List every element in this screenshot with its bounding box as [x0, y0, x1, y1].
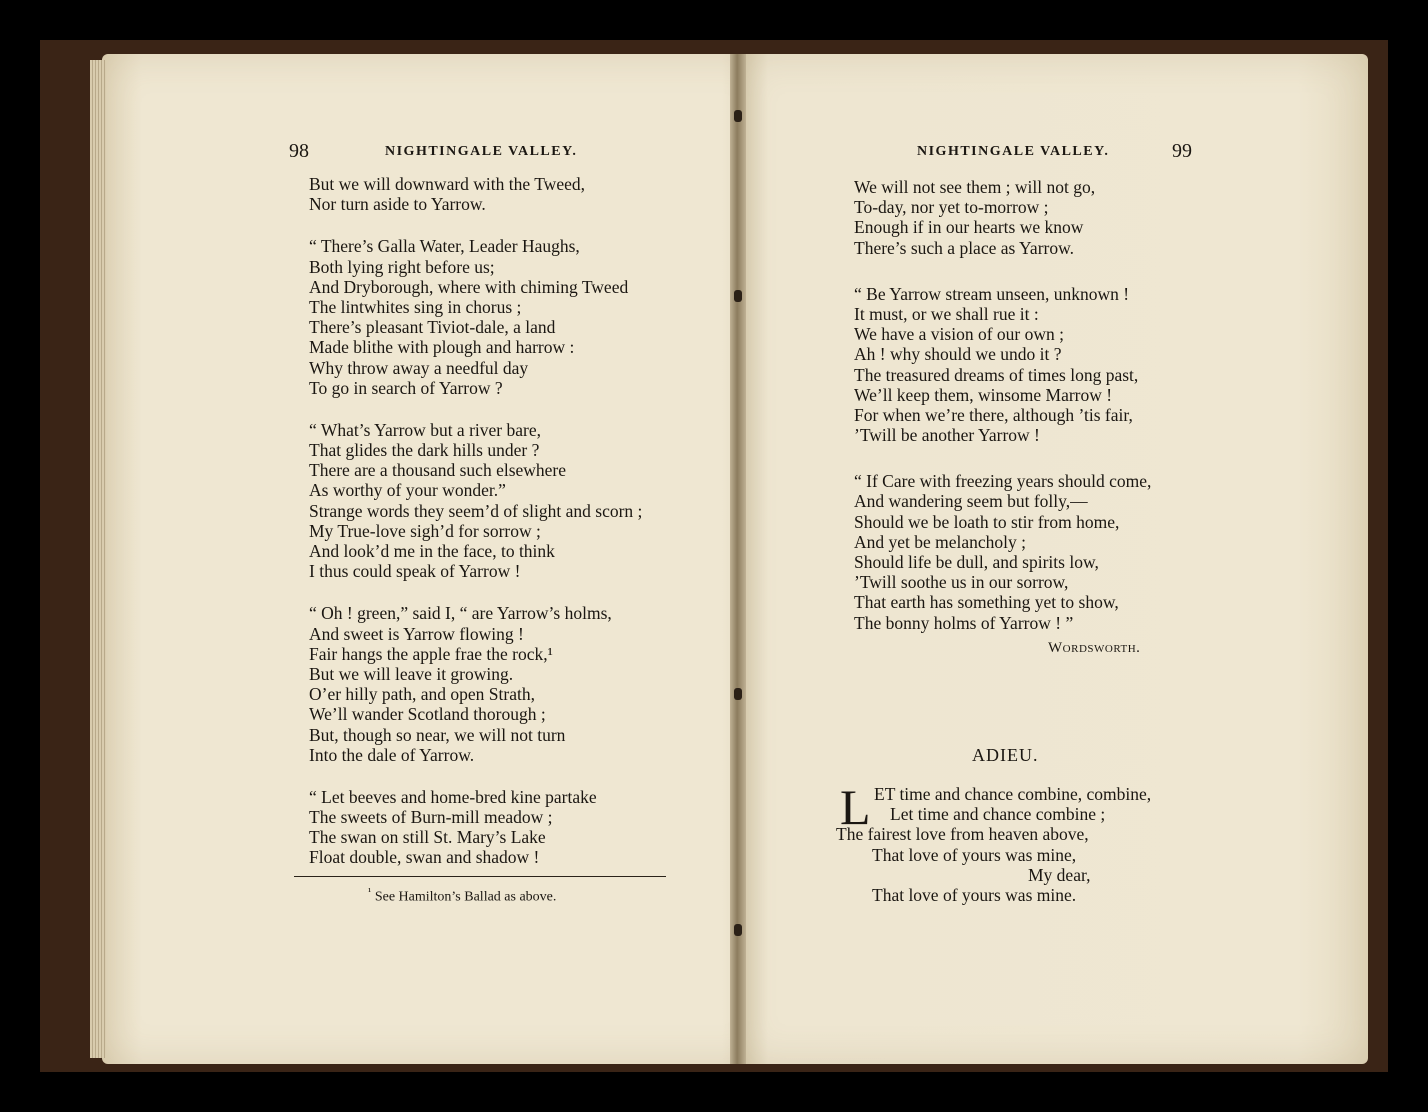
- verse-line: That glides the dark hills under ?: [309, 440, 540, 461]
- verse-line: And Dryborough, where with chiming Tweed: [309, 276, 629, 297]
- page-edges: [90, 60, 106, 1058]
- stanza-break: [309, 581, 642, 603]
- verse-line: Should we be loath to stir from home,: [854, 511, 1120, 532]
- stanza-break: [309, 214, 642, 236]
- poem-attribution: Wordsworth.: [1048, 640, 1141, 656]
- verse-line: The treasured dreams of times long past,: [854, 364, 1139, 385]
- adieu-poem: [836, 779, 1152, 905]
- verse-line: The lintwhites sing in chorus ;: [309, 296, 522, 317]
- verse-line: ’Twill be another Yarrow !: [854, 425, 1040, 446]
- verse-line: ET time and chance combine, combine,: [874, 784, 1152, 804]
- verse-line: As worthy of your wonder.”: [309, 480, 506, 501]
- page-number-left: 98: [289, 140, 309, 162]
- binding-stitch: [734, 290, 742, 302]
- verse-line: Let time and chance combine ;: [890, 804, 1106, 825]
- verse-line: “ What’s Yarrow but a river bare,: [309, 419, 541, 440]
- verse-line: Nor turn aside to Yarrow.: [309, 194, 486, 215]
- verse-line: The fairest love from heaven above,: [836, 824, 1089, 845]
- verse-line: Enough if in our hearts we know: [854, 217, 1084, 238]
- verse-line: “ Let beeves and home-bred kine partake: [309, 786, 597, 807]
- verse-line: Should life be dull, and spirits low,: [854, 552, 1099, 572]
- open-book: [40, 40, 1388, 1072]
- stanza-break: [854, 258, 1151, 284]
- poem-text-right: [854, 177, 1151, 633]
- book-gutter: [730, 54, 746, 1064]
- verse-line: There’s pleasant Tiviot-dale, a land: [309, 317, 556, 338]
- verse-line: My dear,: [1028, 864, 1091, 885]
- running-head-left: NIGHTINGALE VALLEY.: [385, 144, 578, 159]
- verse-line: “ Be Yarrow stream unseen, unknown !: [854, 283, 1130, 304]
- verse-line: We’ll wander Scotland thorough ;: [309, 704, 546, 725]
- verse-line: The bonny holms of Yarrow ! ”: [854, 612, 1074, 633]
- verse-line: Why throw away a needful day: [309, 357, 529, 378]
- footnote-text: See Hamilton’s Ballad as above.: [374, 889, 557, 905]
- verse-line: That love of yours was mine.: [872, 884, 1077, 905]
- verse-line: But we will downward with the Tweed,: [309, 174, 585, 194]
- verse-line: We have a vision of our own ;: [854, 324, 1064, 345]
- verse-line: We’ll keep them, winsome Marrow !: [854, 384, 1113, 405]
- verse-line: It must, or we shall rue it :: [854, 303, 1039, 324]
- binding-stitch: [734, 110, 742, 122]
- verse-line: To go in search of Yarrow ?: [309, 377, 503, 398]
- verse-line: Ah ! why should we undo it ?: [854, 344, 1062, 365]
- verse-line: And look’d me in the face, to think: [309, 541, 555, 561]
- verse-line: My True-love sigh’d for sorrow ;: [309, 520, 541, 541]
- verse-line: Strange words they seem’d of slight and scorn ;: [309, 500, 643, 521]
- verse-line: “ Oh ! green,” said I, “ are Yarrow’s holms,: [309, 603, 612, 624]
- binding-stitch: [734, 688, 742, 700]
- verse-line: But, though so near, we will not turn: [309, 724, 566, 745]
- verse-line: We will not see them ; will not go,: [854, 177, 1096, 197]
- verse-line: But we will leave it growing.: [309, 663, 514, 684]
- verse-line: “ There’s Galla Water, Leader Haughs,: [309, 236, 580, 257]
- verse-line: And sweet is Yarrow flowing !: [309, 623, 524, 644]
- verse-line: O’er hilly path, and open Strath,: [309, 684, 535, 705]
- verse-line: Float double, swan and shadow !: [309, 847, 540, 868]
- verse-line: “ If Care with freezing years should come,: [854, 471, 1152, 492]
- verse-line: To-day, nor yet to-morrow ;: [854, 197, 1049, 218]
- stanza-break: [309, 398, 642, 420]
- footnote-marker: ¹: [368, 886, 372, 898]
- poem-title: ADIEU.: [972, 745, 1039, 765]
- verse-line: And yet be melancholy ;: [854, 531, 1027, 552]
- stanza-break: [309, 765, 642, 787]
- verse-line: There are a thousand such elsewhere: [309, 460, 567, 481]
- verse-line: The swan on still St. Mary’s Lake: [309, 827, 546, 848]
- stanza-break: [854, 445, 1151, 471]
- verse-line: The sweets of Burn-mill meadow ;: [309, 807, 553, 828]
- page-number-right: 99: [1172, 140, 1192, 162]
- verse-line: For when we’re there, although ’tis fair,: [854, 404, 1133, 425]
- verse-line: That earth has something yet to show,: [854, 592, 1119, 613]
- verse-line: Fair hangs the apple frae the rock,¹: [309, 643, 553, 664]
- poem-text-left: [309, 174, 642, 868]
- footnote-rule: [294, 876, 666, 877]
- verse-line: ’Twill soothe us in our sorrow,: [854, 572, 1069, 593]
- verse-line: Both lying right before us;: [309, 256, 495, 277]
- verse-line: There’s such a place as Yarrow.: [854, 237, 1074, 258]
- verse-line: That love of yours was mine,: [872, 844, 1077, 865]
- drop-cap: L: [840, 779, 871, 835]
- verse-line: Into the dale of Yarrow.: [309, 744, 475, 765]
- verse-line: I thus could speak of Yarrow !: [309, 561, 521, 582]
- verse-line: Made blithe with plough and harrow :: [309, 337, 575, 358]
- verse-line: And wandering seem but folly,—: [854, 491, 1088, 512]
- binding-stitch: [734, 924, 742, 936]
- footnote: [368, 886, 556, 906]
- running-head-right: NIGHTINGALE VALLEY.: [917, 144, 1110, 159]
